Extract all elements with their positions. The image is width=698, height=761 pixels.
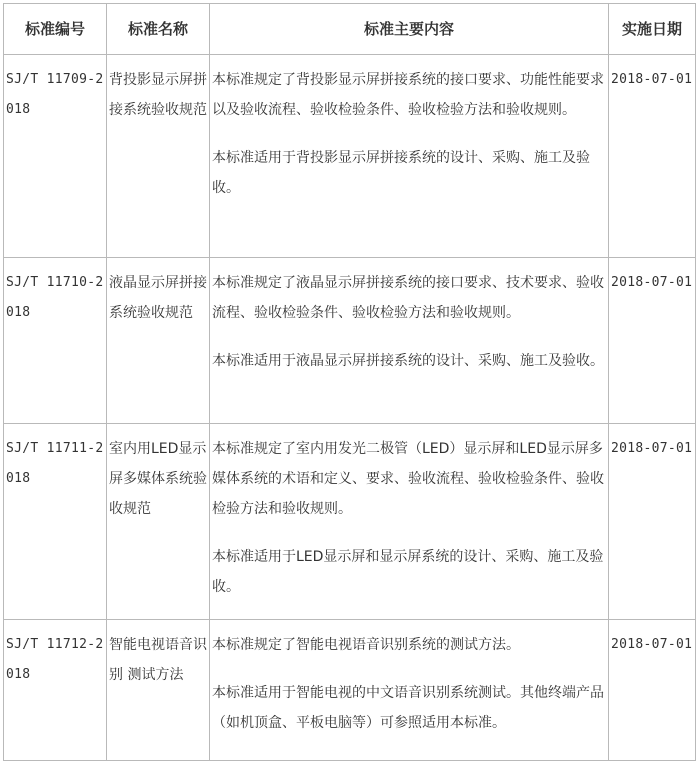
table-row xyxy=(4,258,696,424)
standards-table xyxy=(3,3,696,761)
header-content: 标准主要内容 xyxy=(210,4,609,55)
header-code: 标准编号 xyxy=(4,4,107,55)
standard-code: SJ/T 11712-2018 xyxy=(4,620,107,761)
content-applicability: 本标准适用于背投影显示屏拼接系统的设计、采购、施工及验收。 xyxy=(212,150,590,196)
header-row xyxy=(4,4,696,55)
effective-date: 2018-07-01 xyxy=(609,424,696,620)
header-date: 实施日期 xyxy=(609,4,696,55)
header-name: 标准名称 xyxy=(107,4,210,55)
content-applicability: 本标准适用于液晶显示屏拼接系统的设计、采购、施工及验收。 xyxy=(212,353,604,369)
standard-content xyxy=(210,55,609,258)
content-applicability: 本标准适用于LED显示屏和显示屏系统的设计、采购、施工及验收。 xyxy=(212,549,604,595)
standard-code: SJ/T 11709-2018 xyxy=(4,55,107,258)
content-scope: 本标准规定了室内用发光二极管（LED）显示屏和LED显示屏多媒体系统的术语和定义、要求、验收流程、验收检验条件、验收检验方法和验收规则。 xyxy=(212,441,604,517)
content-scope: 本标准规定了智能电视语音识别系统的测试方法。 xyxy=(212,637,520,653)
standard-code: SJ/T 11711-2018 xyxy=(4,424,107,620)
standard-name: 背投影显示屏拼接系统验收规范 xyxy=(107,55,210,258)
standard-name: 智能电视语音识别 测试方法 xyxy=(107,620,210,761)
content-applicability: 本标准适用于智能电视的中文语音识别系统测试。其他终端产品（如机顶盒、平板电脑等）可参照适用本标准。 xyxy=(212,685,604,731)
content-scope: 本标准规定了液晶显示屏拼接系统的接口要求、技术要求、验收流程、验收检验条件、验收检验方法和验收规则。 xyxy=(212,275,604,321)
standard-content xyxy=(210,258,609,424)
table-row xyxy=(4,55,696,258)
table-row xyxy=(4,620,696,761)
standard-content xyxy=(210,424,609,620)
standard-code: SJ/T 11710-2018 xyxy=(4,258,107,424)
effective-date: 2018-07-01 xyxy=(609,620,696,761)
effective-date: 2018-07-01 xyxy=(609,55,696,258)
effective-date: 2018-07-01 xyxy=(609,258,696,424)
standard-content xyxy=(210,620,609,761)
table-row xyxy=(4,424,696,620)
standard-name: 室内用LED显示屏多媒体系统验收规范 xyxy=(107,424,210,620)
standard-name: 液晶显示屏拼接系统验收规范 xyxy=(107,258,210,424)
content-scope: 本标准规定了背投影显示屏拼接系统的接口要求、功能性能要求以及验收流程、验收检验条件、验收检验方法和验收规则。 xyxy=(212,72,604,118)
